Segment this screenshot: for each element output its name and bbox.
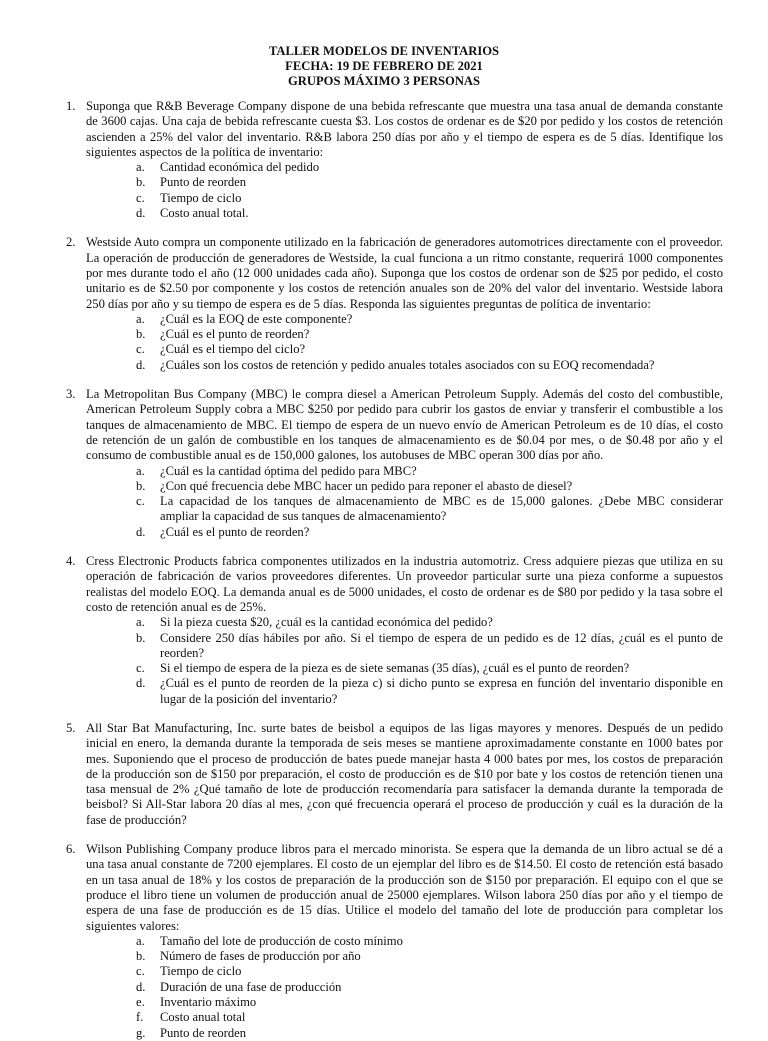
sub-question-text: Tamaño del lote de producción de costo mínimo xyxy=(160,933,403,948)
sub-question-text: Punto de reorden xyxy=(160,1025,247,1040)
sub-question-label: e. xyxy=(136,995,145,1010)
problem-3 xyxy=(45,387,723,540)
problem-4 xyxy=(45,554,723,707)
sub-question-text: ¿Cuál es el punto de reorden de la pieza c) si dicho punto se expresa en función del inventario disponible en lugar de la posición del inventario? xyxy=(160,676,723,706)
sub-question-text: Costo anual total xyxy=(160,1010,246,1025)
sub-question-label: c. xyxy=(136,661,145,676)
sub-question-label: g. xyxy=(136,1025,146,1040)
sub-question-list xyxy=(136,934,723,1041)
problem-number: 1. xyxy=(66,99,76,113)
sub-question-text: ¿Cuál es el punto de reorden? xyxy=(160,327,310,342)
sub-question-label: d. xyxy=(136,979,146,994)
sub-question-label: b. xyxy=(136,949,146,964)
problem-number: 6. xyxy=(66,842,76,857)
sub-question-label: b. xyxy=(136,630,146,645)
sub-question xyxy=(136,1026,723,1041)
sub-question xyxy=(136,312,723,327)
problem-number: 2. xyxy=(66,235,76,250)
sub-question-text: Si el tiempo de espera de la pieza es de siete semanas (35 días), ¿cuál es el punto de reorden? xyxy=(160,661,630,676)
problem-number: 4. xyxy=(66,554,76,569)
problem-body xyxy=(86,554,723,707)
sub-question-list xyxy=(136,615,723,707)
sub-question-label: c. xyxy=(136,190,145,205)
sub-question xyxy=(136,479,723,494)
sub-question-text: ¿Cuáles son los costos de retención y pedido anuales totales asociados con su EOQ recomendada? xyxy=(160,357,655,372)
sub-question-text: Tiempo de ciclo xyxy=(160,190,242,205)
sub-question xyxy=(136,464,723,479)
sub-question-text: La capacidad de los tanques de almacenamiento de MBC es de 15,000 galones. ¿Debe MBC considerar ampliar la capacidad de sus tanques de almacenamiento? xyxy=(160,494,723,524)
sub-question xyxy=(136,175,723,190)
sub-question xyxy=(136,494,723,525)
problem-statement: Cress Electronic Products fabrica componentes utilizados en la industria automotriz. Cress adquiere piezas que utiliza en su operación de fabricación de varios proveedores diferentes. Un proveedor particular surte una pieza conforme a supuestos realistas del modelo EOQ. La demanda anual es de 5000 unidades, el costo de ordenar es de $80 por pedido y la tasa sobre el costo de retención anual es de 25%. xyxy=(86,554,723,614)
problem-statement: La Metropolitan Bus Company (MBC) le compra diesel a American Petroleum Supply. Además del costo del combustible, American Petroleum Supply cobra a MBC $250 por pedido para cubrir los gastos de enviar y transferir el combustible a los tanques de almacenamiento de MBC. El tiempo de espera de un nuevo envío de American Petroleum es de 10 días, el costo de retención de un galón de combustible en los tanques de almacenamiento es de $0.04 por mes, o de $0.48 por año y el consumo de combustible anual es de 150,000 galones, los autobuses de MBC operan 300 días por año. xyxy=(86,387,723,463)
sub-question-text: Inventario máximo xyxy=(160,995,257,1010)
sub-question xyxy=(136,358,723,373)
sub-question xyxy=(136,934,723,949)
sub-question xyxy=(136,525,723,540)
sub-question-label: b. xyxy=(136,327,146,342)
sub-question-label: a. xyxy=(136,463,145,478)
problem-2 xyxy=(45,235,723,373)
problem-1 xyxy=(45,99,723,221)
document-header xyxy=(45,44,723,89)
sub-question-text: ¿Cuál es el tiempo del ciclo? xyxy=(160,342,306,357)
problem-number: 5. xyxy=(66,720,76,735)
sub-question-label: d. xyxy=(136,357,146,372)
sub-question-list xyxy=(136,312,723,373)
sub-question-label: c. xyxy=(136,494,145,509)
sub-question-text: ¿Cuál es el punto de reorden? xyxy=(160,524,310,539)
problem-statement: Suponga que R&B Beverage Company dispone de una bebida refrescante que muestra una tasa anual de demanda constante de 3600 cajas. Una caja de bebida refrescante cuesta $3. Los costos de ordenar es de $20 por pedido y los costos de retención ascienden a 25% del valor del inventario. R&B labora 250 días por año y el tiempo de espera es de 5 días. Identifique los siguientes aspectos de la política de inventario: xyxy=(86,99,723,159)
sub-question-label: a. xyxy=(136,160,145,175)
problem-5 xyxy=(45,721,723,828)
sub-question-text: ¿Cuál es la cantidad óptima del pedido para MBC? xyxy=(160,463,417,478)
sub-question-label: a. xyxy=(136,615,145,630)
sub-question-label: d. xyxy=(136,524,146,539)
sub-question-text: Punto de reorden xyxy=(160,175,247,190)
problem-body xyxy=(86,387,723,540)
sub-question-label: d. xyxy=(136,676,146,691)
sub-question-text: ¿Con qué frecuencia debe MBC hacer un pedido para reponer el abasto de diesel? xyxy=(160,478,573,493)
problem-number: 3. xyxy=(66,387,76,402)
sub-question xyxy=(136,661,723,676)
sub-question-list xyxy=(136,464,723,540)
sub-question-text: Costo anual total. xyxy=(160,206,249,221)
sub-question-label: a. xyxy=(136,311,145,326)
sub-question xyxy=(136,191,723,206)
sub-question-text: Duración de una fase de producción xyxy=(160,979,342,994)
sub-question-list xyxy=(136,160,723,221)
sub-question xyxy=(136,327,723,342)
sub-question xyxy=(136,615,723,630)
sub-question-text: Tiempo de ciclo xyxy=(160,964,242,979)
sub-question xyxy=(136,980,723,995)
sub-question-text: ¿Cuál es la EOQ de este componente? xyxy=(160,311,353,326)
sub-question xyxy=(136,676,723,707)
problem-body xyxy=(86,235,723,373)
document-groups: GRUPOS MÁXIMO 3 PERSONAS xyxy=(287,74,481,88)
sub-question xyxy=(136,964,723,979)
problem-statement: All Star Bat Manufacturing, Inc. surte bates de beisbol a equipos de las ligas mayores y menores. Después de un pedido inicial en enero, la demanda durante la temporada de seis meses se mantiene aproximadamente constante en 1000 bates por mes. Suponiendo que el proceso de producción de bates puede manejar hasta 4 000 bates por mes, los costos de preparación de la producción son de $150 por preparación, el costo de producción es de $10 por bate y los costos de retención tienen una tasa mensual de 2% ¿Qué tamaño de lote de producción recomendaría para satisfacer la demanda durante la temporada de beisbol? Si All-Star labora 20 días al mes, ¿con qué frecuencia operará el proceso de producción y cuál es la duración de la fase de producción? xyxy=(86,720,723,827)
document-date: FECHA: 19 DE FEBRERO DE 2021 xyxy=(285,59,483,73)
sub-question-text: Si la pieza cuesta $20, ¿cuál es la cantidad económica del pedido? xyxy=(160,615,493,630)
sub-question xyxy=(136,631,723,662)
sub-question xyxy=(136,995,723,1010)
problem-list xyxy=(45,99,723,1041)
sub-question xyxy=(136,206,723,221)
sub-question-text: Considere 250 días hábiles por año. Si el tiempo de espera de un pedido es de 12 días, ¿cuál es el punto de reorden? xyxy=(160,630,723,660)
sub-question-text: Cantidad económica del pedido xyxy=(160,160,320,175)
sub-question-text: Número de fases de producción por año xyxy=(160,949,361,964)
sub-question-label: c. xyxy=(136,964,145,979)
problem-body xyxy=(86,721,723,828)
sub-question xyxy=(136,342,723,357)
sub-question-label: c. xyxy=(136,342,145,357)
problem-statement: Wilson Publishing Company produce libros para el mercado minorista. Se espera que la demanda de un libro actual se dé a una tasa anual constante de 7200 ejemplares. El costo de un ejemplar del libro es de $14.50. El costo de retención está basado en un tasa anual de 18% y los costos de preparación de la producción son de $150 por preparación. El equipo con el que se produce el libro tiene un volumen de producción anual de 25000 ejemplares. Wilson labora 250 días por año y el tiempo de espera de una fase de producción es de 15 días. Utilice el modelo del tamaño del lote de producción para completar los siguientes valores: xyxy=(86,842,723,933)
document-title: TALLER MODELOS DE INVENTARIOS xyxy=(268,44,500,58)
problem-body xyxy=(86,99,723,221)
sub-question-label: a. xyxy=(136,933,145,948)
sub-question-label: d. xyxy=(136,206,146,221)
sub-question xyxy=(136,949,723,964)
sub-question xyxy=(136,160,723,175)
problem-6 xyxy=(45,842,723,1041)
sub-question-label: b. xyxy=(136,175,146,190)
problem-body xyxy=(86,842,723,1041)
sub-question xyxy=(136,1010,723,1025)
sub-question-label: f. xyxy=(136,1010,144,1025)
sub-question-label: b. xyxy=(136,478,146,493)
problem-statement: Westside Auto compra un componente utilizado en la fabricación de generadores automotrices directamente con el proveedor. La operación de producción de generadores de Westside, la cual funciona a un ritmo constante, requerirá 1000 componentes por mes durante todo el año (12 000 unidades cada año). Suponga que los costos de ordenar son de $25 por pedido, el costo unitario es de $2.50 por componente y los costos de retención anuales son de 20% del valor del inventario. Westside labora 250 días por año y su tiempo de espera es de 5 días. Responda las siguientes preguntas de política de inventario: xyxy=(86,235,723,311)
